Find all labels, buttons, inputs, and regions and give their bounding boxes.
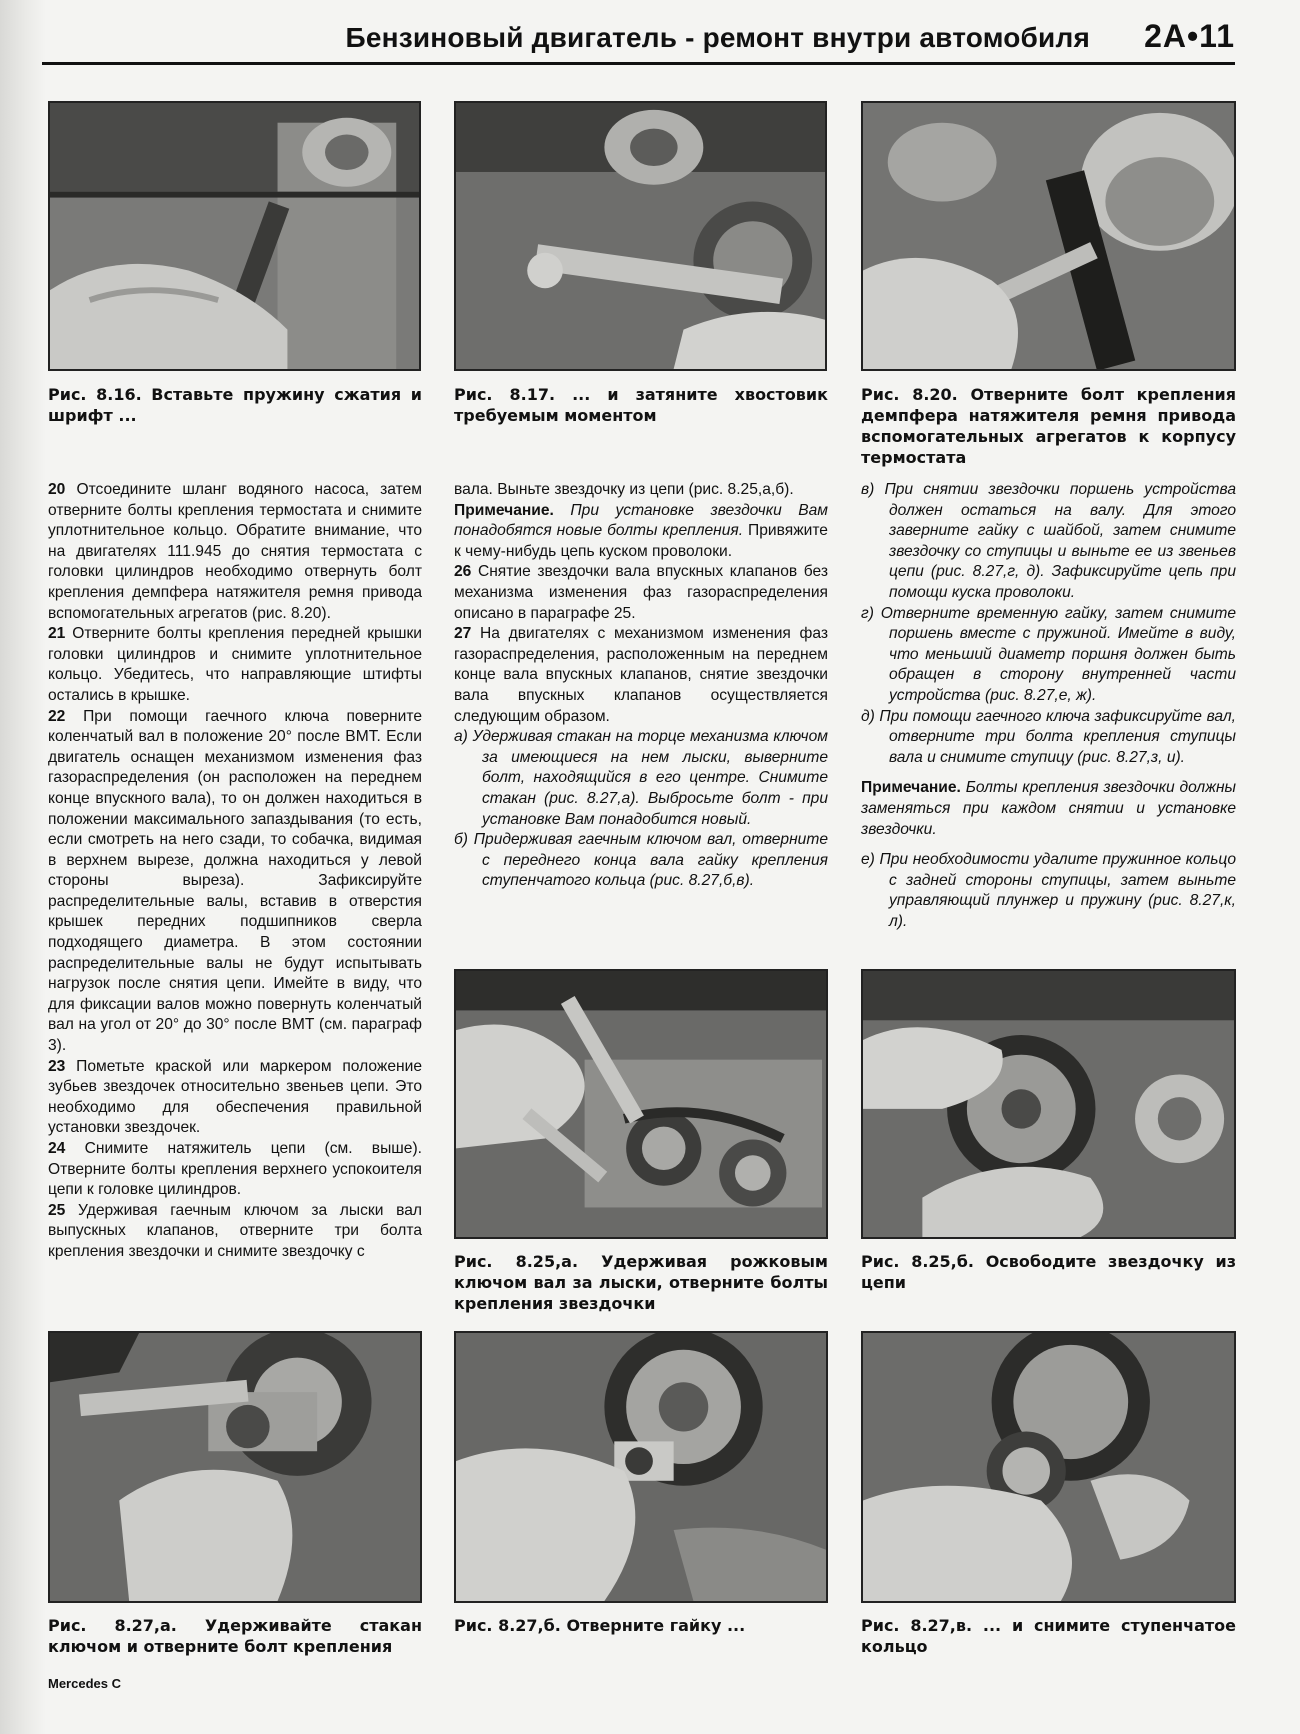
- paragraph-27: [454, 624, 828, 727]
- paragraph-number: 21: [48, 625, 66, 643]
- paragraph-number: 23: [48, 1057, 66, 1075]
- paragraph-number: 27: [454, 625, 472, 643]
- paragraph-text: Отсоедините шланг водяного насоса, затем отверните болты крепления термостата и снимите уплотнительное кольцо. Обратите внимание, что на двигателях 111.945 до снятия термостата с головки цилиндров необходимо отвернуть болт крепления демпфера натяжителя ремня привода вспомогательных агрегатов (рис. 8.20).: [48, 481, 422, 622]
- note-2: [454, 501, 828, 563]
- caption-8-27v: Рис. 8.27,в. ... и снимите ступенчатое кольцо: [861, 1616, 1236, 1656]
- note-label: Примечание.: [454, 501, 554, 519]
- photo-8-27a: [48, 1331, 422, 1603]
- photo-8-25b: [861, 969, 1236, 1239]
- paragraph-23: [48, 1057, 422, 1139]
- paragraph-number: 22: [48, 707, 66, 725]
- photo-8-27b: [454, 1331, 828, 1603]
- photo-8-17: [454, 101, 827, 371]
- paragraph-number: 24: [48, 1140, 66, 1157]
- spacer: [861, 768, 1236, 778]
- note-label: Примечание.: [861, 779, 961, 797]
- paragraph-25-cont: вала. Выньте звездочку из цепи (рис. 8.25,а,б).: [454, 481, 794, 498]
- paragraph-21: [48, 624, 422, 706]
- paragraph-text: Отверните болты крепления передней крышки головки цилиндров и снимите уплотнительное кольцо. Убедитесь, что направляющие штифты остались в крышке.: [48, 625, 422, 704]
- step-b: б) Придерживая гаечным ключом вал, отверните с переднего конца вала гайку крепления ступенчатого кольца (рис. 8.27,б,в).: [454, 831, 828, 890]
- caption-8-27a: Рис. 8.27,а. Удерживайте стакан ключом и отверните болт крепления: [48, 1616, 422, 1656]
- text-column-1: [48, 480, 422, 1263]
- photo-8-16: [48, 101, 421, 371]
- paragraph-text: При помощи гаечного ключа поверните коленчатый вал в положение 20° после ВМТ. Если двигатель оснащен механизмом изменения фаз газораспределения (он расположен на переднем конце впускного вала), то он должен находиться в положении максимального запаздывания (то есть, если смотреть на него сзади, то собачка, видимая в верхнем вырезе, должна находиться у левой стороны выреза). Зафиксируйте распределительные валы, вставив в отверстия крышек передних подшипников сверла подходящего диаметра. В этом состоянии распределительные валы не будут испытывать нагрузок после снятия цепи. Имейте в виду, что для фиксации валов можно повернуть коленчатый вал на угол от 20° до 30° после ВМТ (см. параграф 3).: [48, 707, 422, 1055]
- caption-8-17: Рис. 8.17. ... и затяните хвостовик требуемым моментом: [454, 385, 828, 425]
- photo-8-20: [861, 101, 1236, 371]
- step-v: в) При снятии звездочки поршень устройства должен остаться на валу. Для этого заверните гайку с шайбой, затем снимите звездочку со ступицы и выньте ее из звеньев цепи (рис. 8.27,г, д). Зафиксируйте цепь при помощи куска проволоки.: [861, 481, 1236, 601]
- paragraph-number: 26: [454, 563, 472, 581]
- paragraph-text: На двигателях с механизмом изменения фаз газораспределения, расположенным на переднем конце вала впускных клапанов, снятие звездочки вала впускных клапанов осуществляется следующим образом.: [454, 625, 828, 725]
- paragraph-25: [48, 1201, 422, 1263]
- paragraph-text: Снимите натяжитель цепи (см. выше). Отверните болты крепления верхнего успокоителя цепи к головке цилиндров.: [48, 1140, 422, 1199]
- paragraph-text: Снятие звездочки вала впускных клапанов без механизма изменения фаз газораспределения описано в параграфе 25.: [454, 563, 828, 622]
- paragraph-26: [454, 562, 828, 624]
- note-3: [861, 778, 1236, 840]
- step-e: е) При необходимости удалите пружинное кольцо с задней стороны ступицы, затем выньте управляющий плунжер и пружину (рис. 8.27,к, л).: [861, 851, 1236, 930]
- page-number: 2A•11: [1144, 18, 1235, 54]
- paragraph-24: [48, 1139, 422, 1201]
- caption-8-16: Рис. 8.16. Вставьте пружину сжатия и шрифт ...: [48, 385, 422, 425]
- caption-8-20: Рис. 8.20. Отверните болт крепления демпфера натяжителя ремня привода вспомогательных агрегатов к корпусу термостата: [861, 385, 1236, 467]
- page-header: [345, 18, 1235, 62]
- paragraph-number: 25: [48, 1201, 66, 1219]
- caption-8-27b: Рис. 8.27,б. Отверните гайку ...: [454, 1616, 746, 1635]
- binding-shadow: [0, 0, 46, 1734]
- note-tail: Привяжите к чему-нибудь цепь куском проволоки.: [454, 522, 828, 560]
- step-a: а) Удерживая стакан на торце механизма ключом за имеющиеся на нем лыски, выверните болт, находящийся в его центре. Снимите стакан (рис. 8.27,а). Выбросьте болт - при установке Вам понадобится новый.: [454, 728, 828, 828]
- photo-8-27v: [861, 1331, 1236, 1603]
- step-g: г) Отверните временную гайку, затем снимите поршень вместе с пружиной. Имейте в виду, что меньший диаметр поршня должен быть обращен в сторону внутренней части устройства (рис. 8.27,е, ж).: [861, 604, 1236, 704]
- page-title: Бензиновый двигатель - ремонт внутри автомобиля: [345, 22, 1090, 53]
- note-text: При установке звездочки Вам понадобятся новые болты крепления.: [454, 501, 828, 540]
- paragraph-number: 20: [48, 481, 66, 498]
- header-rule: [42, 62, 1235, 65]
- spacer: [861, 840, 1236, 850]
- caption-8-25b: Рис. 8.25,б. Освободите звездочку из цепи: [861, 1252, 1236, 1292]
- text-column-3: [861, 480, 1236, 932]
- paragraph-text: Пометьте краской или маркером положение зубьев звездочек относительно звеньев цепи. Это необходимо для обеспечения правильной установки звездочек.: [48, 1057, 422, 1137]
- photo-8-25a: [454, 969, 828, 1239]
- paragraph-20: [48, 480, 422, 624]
- text-column-2: [454, 480, 828, 892]
- step-d: д) При помощи гаечного ключа зафиксируйте вал, отверните три болта крепления ступицы вала и снимите ступицу (рис. 8.27,з, и).: [861, 707, 1236, 766]
- footer-brand: Mercedes C: [48, 1676, 121, 1691]
- caption-8-25a: Рис. 8.25,а. Удерживая рожковым ключом вал за лыски, отверните болты крепления звездочки: [454, 1252, 828, 1313]
- paragraph-text: Удерживая гаечным ключом за лыски вал выпускных клапанов, отверните три болта крепления звездочки и снимите звездочку с: [48, 1201, 422, 1260]
- paragraph-22: [48, 707, 422, 1057]
- note-text: Болты крепления звездочки должны заменяться при каждом снятии и установке звездочки.: [861, 779, 1236, 838]
